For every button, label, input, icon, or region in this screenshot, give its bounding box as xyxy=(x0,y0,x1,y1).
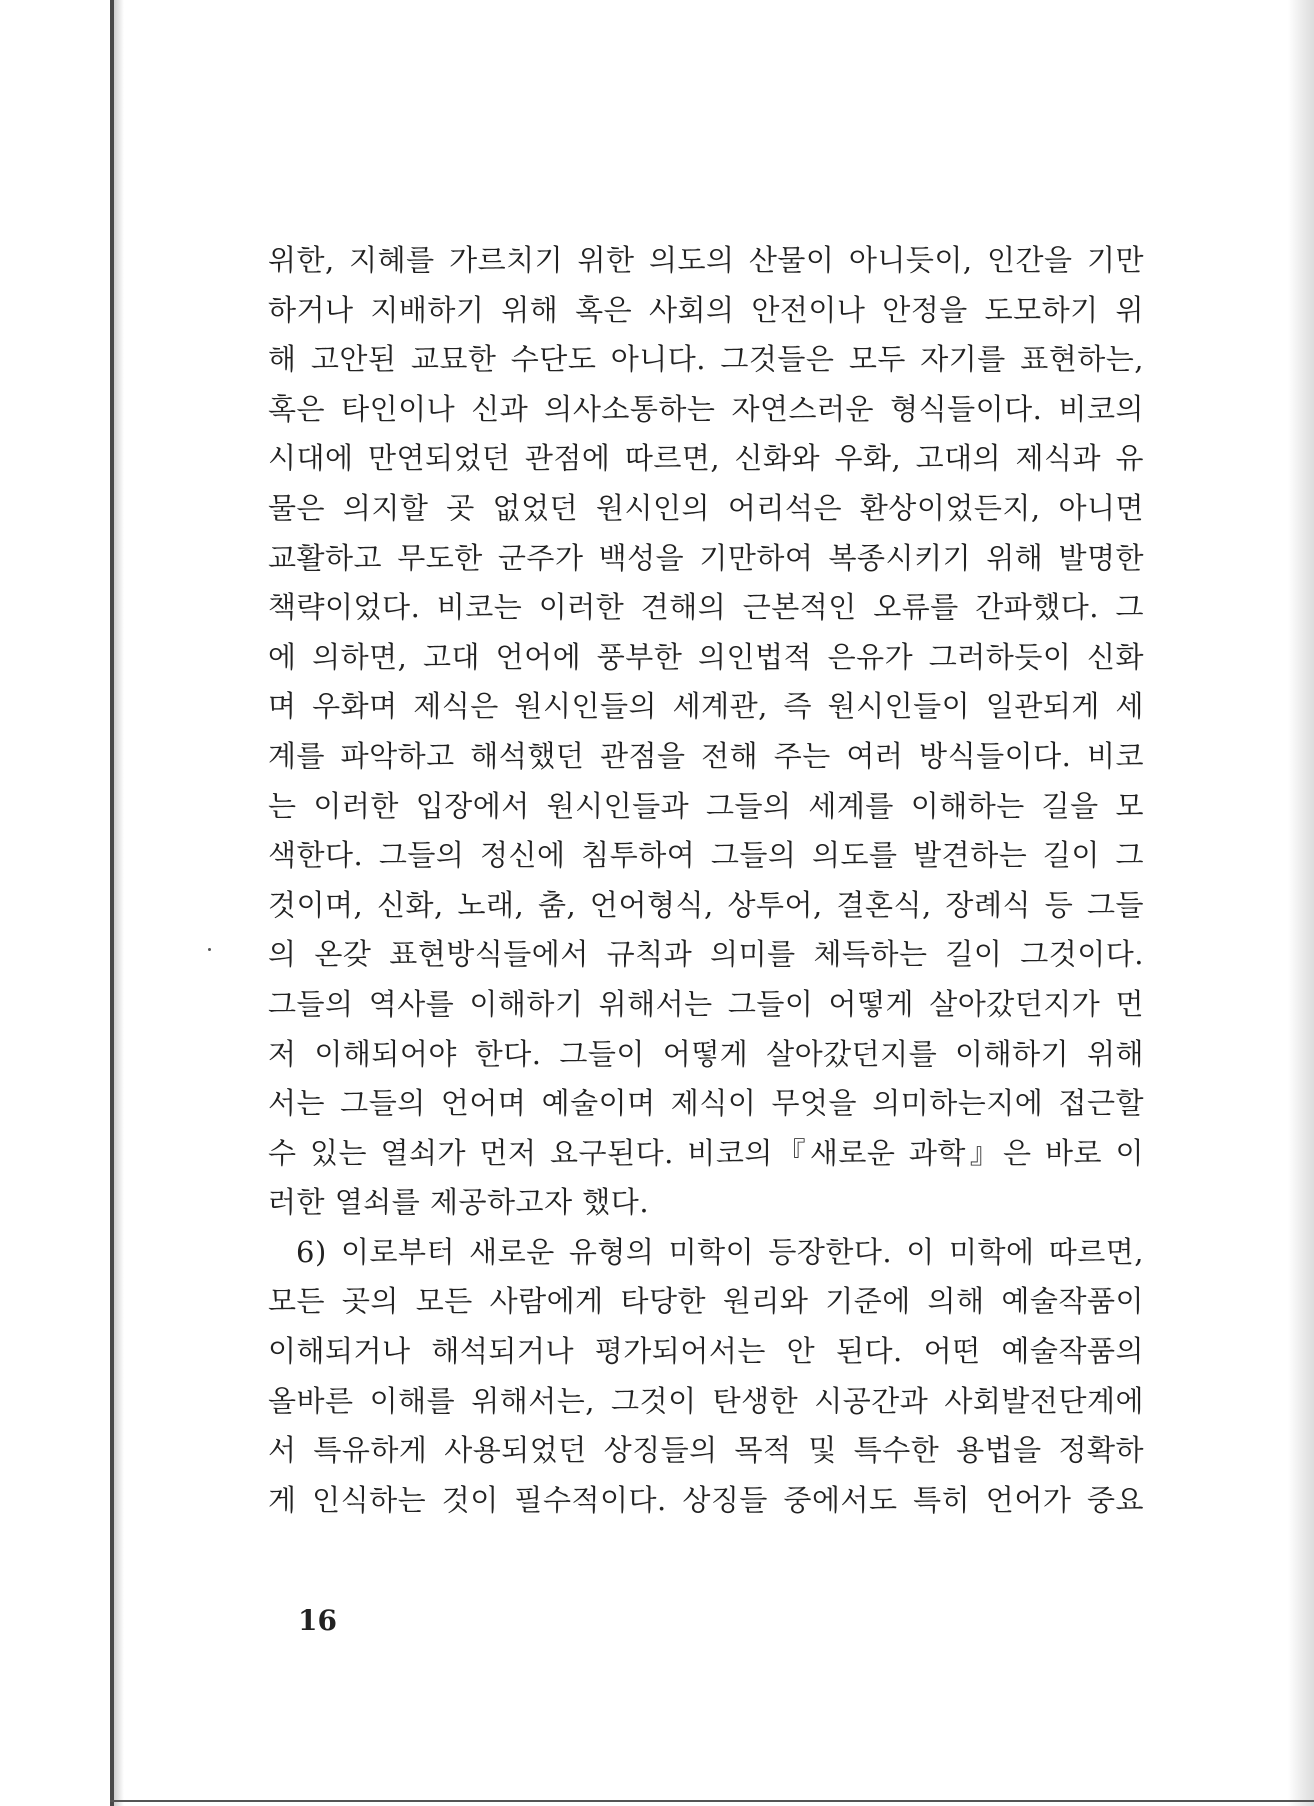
text-line: 모든 곳의 모든 사람에게 타당한 원리와 기준에 의해 예술작품이 xyxy=(268,1284,1144,1319)
text-line: 혹은 타인이나 신과 의사소통하는 자연스러운 형식들이다. 비코의 xyxy=(268,391,1144,426)
text-line: 것이며, 신화, 노래, 춤, 언어형식, 상투어, 결혼식, 장례식 등 그들 xyxy=(268,887,1144,922)
text-line: 며 우화며 제식은 원시인들의 세계관, 즉 원시인들이 일관되게 세 xyxy=(268,689,1144,724)
right-page-gutter xyxy=(1288,0,1314,1806)
text-line: 는 이러한 입장에서 원시인들과 그들의 세계를 이해하는 길을 모 xyxy=(268,788,1144,823)
paragraph-end-line: 러한 열쇠를 제공하고자 했다. xyxy=(268,1185,650,1220)
text-line: 위한, 지혜를 가르치기 위한 의도의 산물이 아니듯이, 인간을 기만 xyxy=(268,243,1144,277)
binding-shadow xyxy=(114,0,124,1806)
text-line: 에 의하면, 고대 언어에 풍부한 의인법적 은유가 그러하듯이 신화 xyxy=(268,639,1144,674)
text-line: 계를 파악하고 해석했던 관점을 전해 주는 여러 방식들이다. 비코 xyxy=(268,738,1144,773)
text-line: 이해되거나 해석되거나 평가되어서는 안 된다. 어떤 예술작품의 xyxy=(268,1334,1144,1369)
text-line: 책략이었다. 비코는 이러한 견해의 근본적인 오류를 간파했다. 그 xyxy=(268,590,1144,625)
text-line: 시대에 만연되었던 관점에 따르면, 신화와 우화, 고대의 제식과 유 xyxy=(268,441,1144,476)
text-line: 서 특유하게 사용되었던 상징들의 목적 및 특수한 용법을 정확하 xyxy=(268,1433,1144,1468)
text-line: 올바른 이해를 위해서는, 그것이 탄생한 시공간과 사회발전단계에 xyxy=(268,1383,1144,1418)
paragraph-start-line: 6) 이로부터 새로운 유형의 미학이 등장한다. 이 미학에 따르면, xyxy=(296,1234,1144,1269)
text-line: 게 인식하는 것이 필수적이다. 상징들 중에서도 특히 언어가 중요 xyxy=(268,1482,1144,1517)
text-line: 서는 그들의 언어며 예술이며 제식이 무엇을 의미하는지에 접근할 xyxy=(268,1086,1144,1121)
text-line: 그들의 역사를 이해하기 위해서는 그들이 어떻게 살아갔던지가 먼 xyxy=(268,986,1144,1021)
text-line: 물은 의지할 곳 없었던 원시인의 어리석은 환상이었든지, 아니면 xyxy=(268,490,1144,525)
text-line: 해 고안된 교묘한 수단도 아니다. 그것들은 모두 자기를 표현하는, xyxy=(268,342,1144,377)
page-number: 16 xyxy=(298,1604,337,1637)
page-bottom-edge xyxy=(110,1800,1314,1802)
text-line: 색한다. 그들의 정신에 침투하여 그들의 의도를 발견하는 길이 그 xyxy=(268,838,1144,873)
text-line: 저 이해되어야 한다. 그들이 어떻게 살아갔던지를 이해하기 위해 xyxy=(268,1036,1144,1071)
text-line: 수 있는 열쇠가 먼저 요구된다. 비코의『새로운 과학』은 바로 이 xyxy=(268,1135,1144,1170)
text-line: 하거나 지배하기 위해 혹은 사회의 안전이나 안정을 도모하기 위 xyxy=(268,292,1144,327)
text-line: 의 온갖 표현방식들에서 규칙과 의미를 체득하는 길이 그것이다. xyxy=(268,937,1144,972)
scan-speck xyxy=(208,948,211,951)
text-line: 교활하고 무도한 군주가 백성을 기만하여 복종시키기 위해 발명한 xyxy=(268,540,1144,575)
body-text xyxy=(268,236,1144,1525)
